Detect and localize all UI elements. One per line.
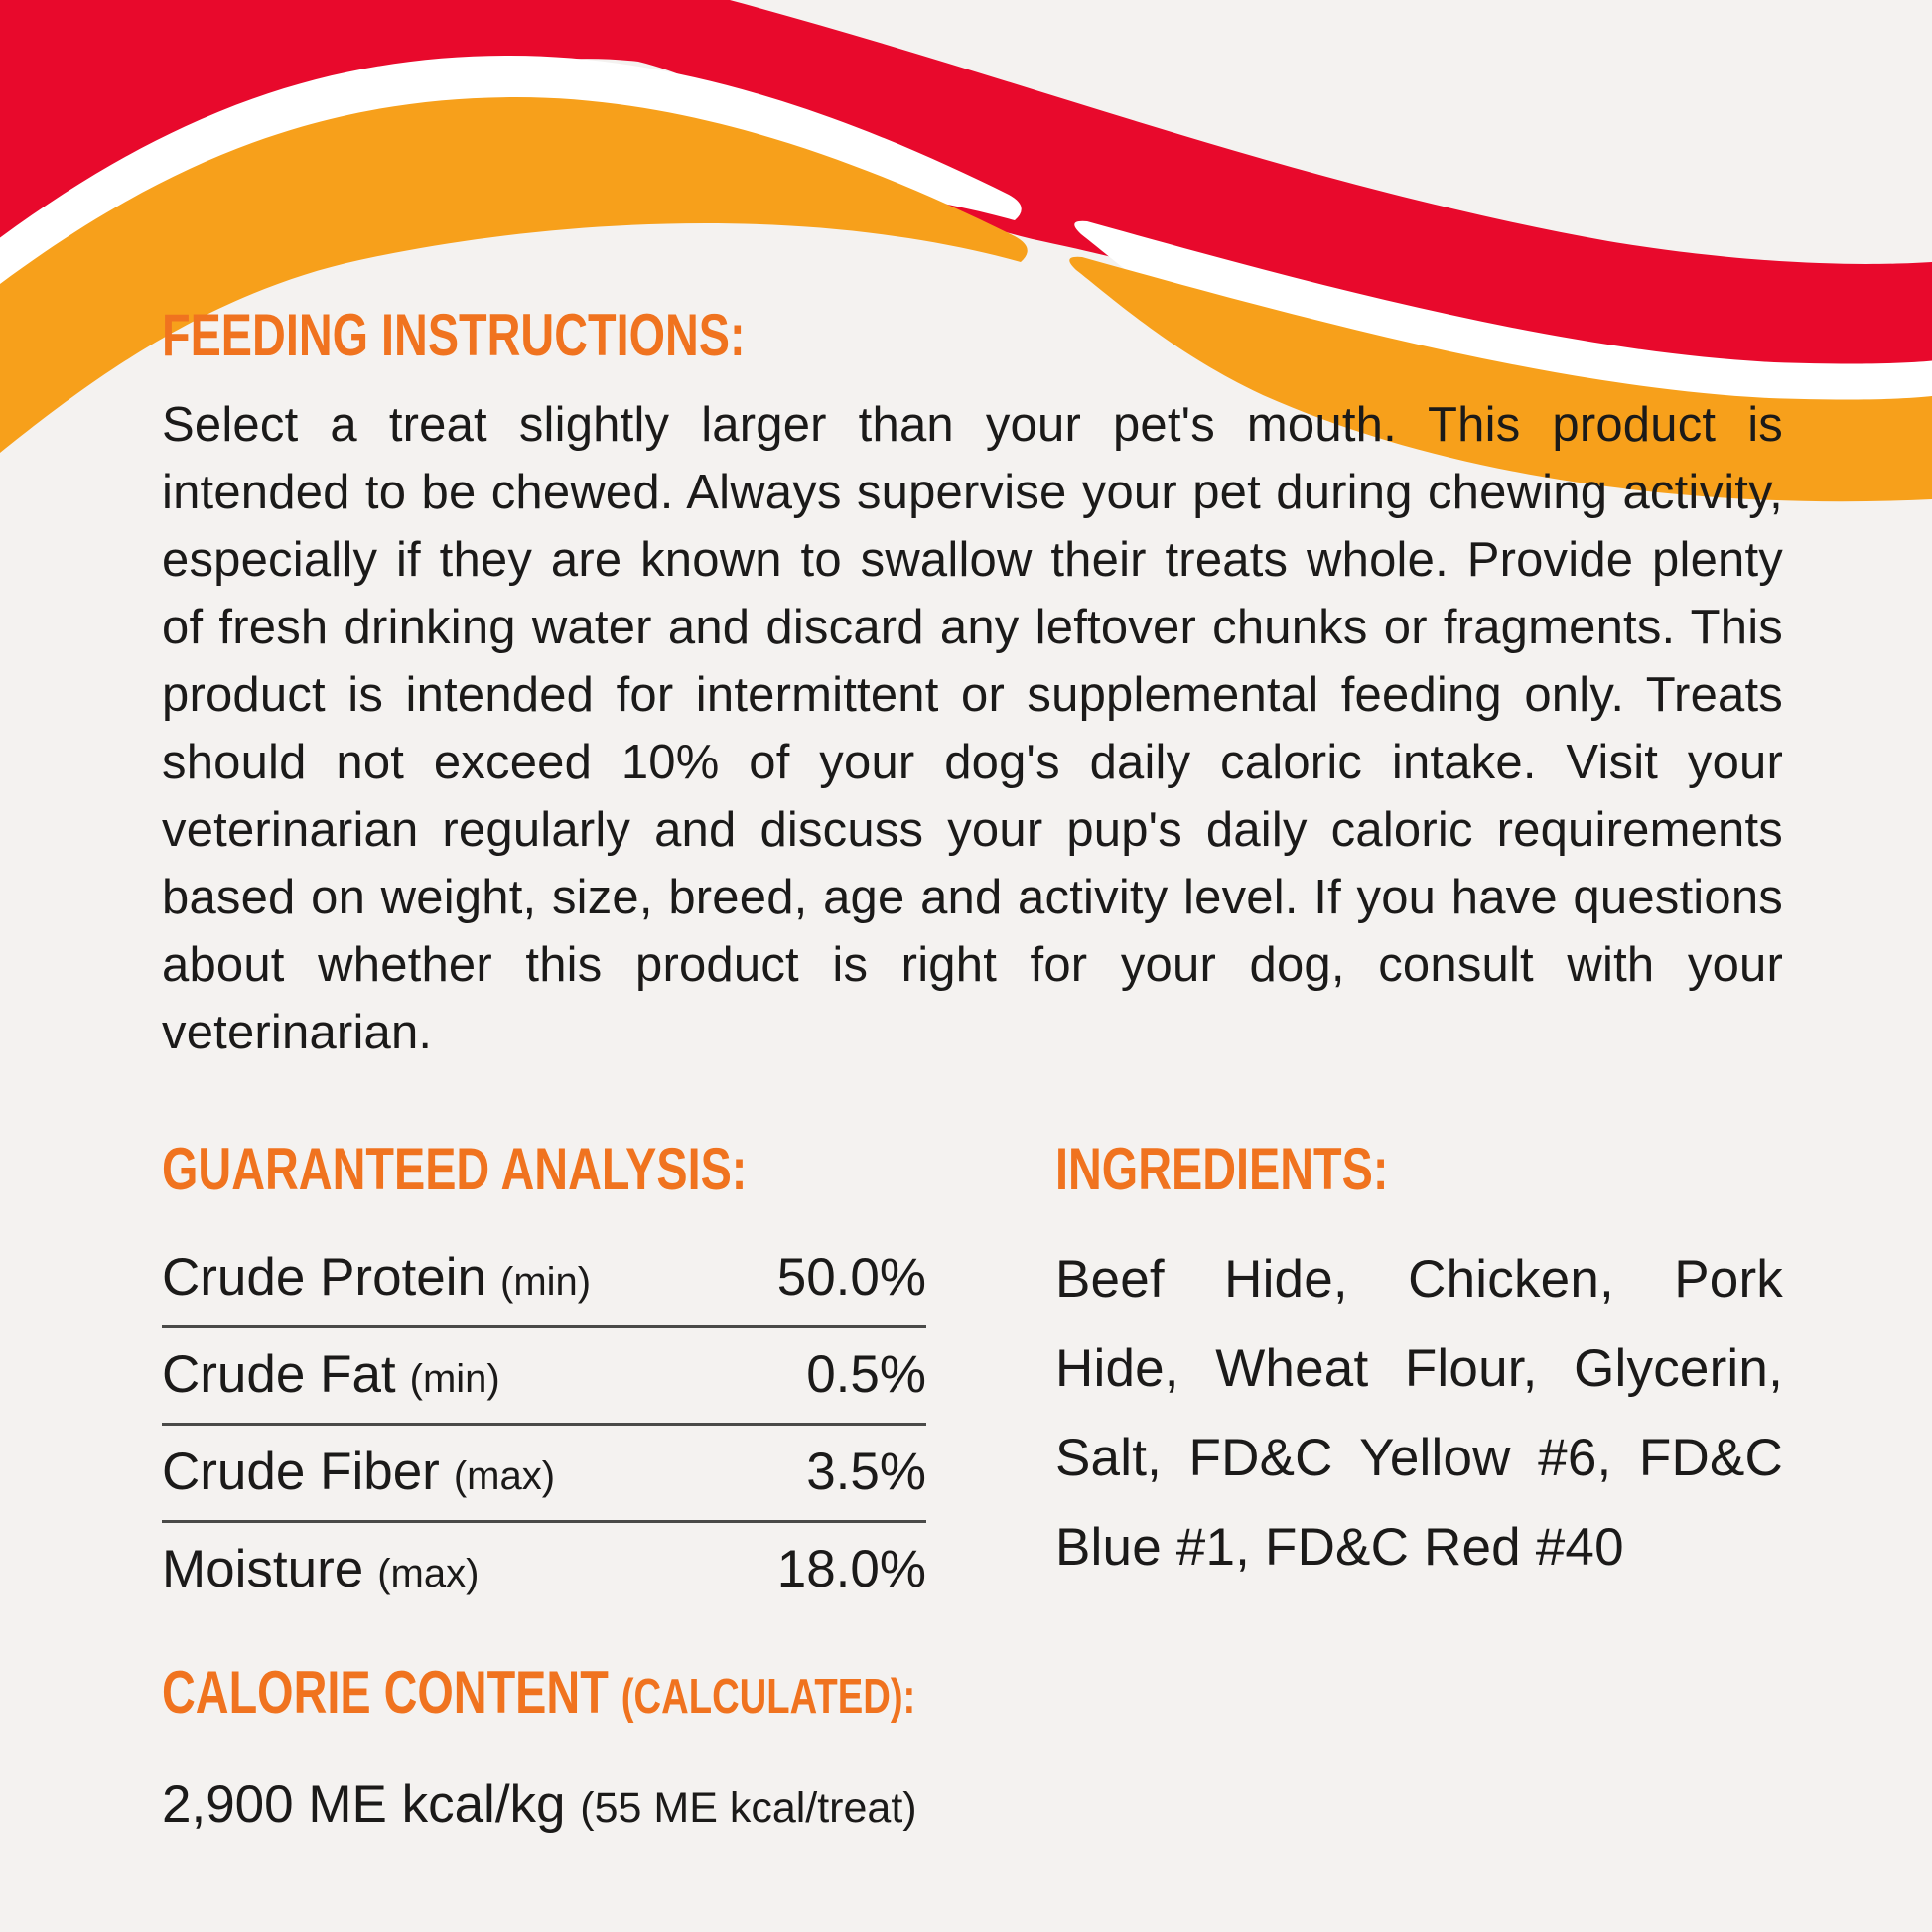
nutrient-value: 0.5% xyxy=(806,1345,926,1404)
calorie-heading-note: (CALCULATED): xyxy=(621,1670,916,1724)
nutrient-label: Moisture xyxy=(162,1540,364,1598)
nutrient-qualifier: (min) xyxy=(409,1357,500,1401)
nutrient-value: 3.5% xyxy=(806,1443,926,1501)
nutrient-label: Crude Protein xyxy=(162,1248,487,1307)
calorie-content-heading: CALORIE CONTENT (CALCULATED): xyxy=(162,1659,916,1725)
guaranteed-analysis-heading: GUARANTEED ANALYSIS: xyxy=(162,1136,748,1202)
nutrient-value: 50.0% xyxy=(776,1248,926,1307)
feeding-instructions-text: Select a treat slightly larger than your pet's mouth. This product is intended to be chewed. Always supervise your pet during chewing activity, especially if they are known to swallow their treats whole. Provide plenty of fresh drinking water and discard any leftover chunks or fragments. This product is intended for intermittent or supplemental feeding only. Treats should not exceed 10% of your dog's daily caloric intake. Visit your veterinarian regularly and discuss your pup's daily caloric requirements based on weight, size, breed, age and activity level. If you have questions about whether this product is right for your dog, consult with your veterinarian. xyxy=(162,398,1783,1059)
ingredients-heading: INGREDIENTS: xyxy=(1055,1136,1389,1202)
analysis-column xyxy=(162,1136,926,1835)
nutrient-qualifier: (max) xyxy=(377,1552,480,1595)
nutrient-label: Crude Fat xyxy=(162,1345,396,1404)
nutrient-qualifier: (min) xyxy=(500,1260,592,1304)
calorie-value-line xyxy=(162,1774,926,1835)
table-row xyxy=(162,1426,926,1523)
calorie-value: 2,900 ME kcal/kg xyxy=(162,1775,566,1834)
nutrient-qualifier: (max) xyxy=(453,1454,556,1498)
guaranteed-analysis-table xyxy=(162,1231,926,1617)
lower-columns xyxy=(162,1136,1783,1835)
ingredients-list: Beef Hide, Chicken, Pork Hide, Wheat Flour, Glycerin, Salt, FD&C Yellow #6, FD&C Blue #1, FD&C Red #40 xyxy=(1055,1250,1783,1577)
table-row xyxy=(162,1328,926,1426)
calorie-per-treat-note: (55 ME kcal/treat) xyxy=(580,1784,917,1832)
label-content xyxy=(162,302,1783,1835)
table-row xyxy=(162,1231,926,1328)
feeding-instructions-heading: FEEDING INSTRUCTIONS: xyxy=(162,302,746,368)
table-row xyxy=(162,1523,926,1617)
ingredients-column xyxy=(1055,1136,1783,1835)
nutrient-value: 18.0% xyxy=(776,1540,926,1598)
nutrient-label: Crude Fiber xyxy=(162,1443,440,1501)
